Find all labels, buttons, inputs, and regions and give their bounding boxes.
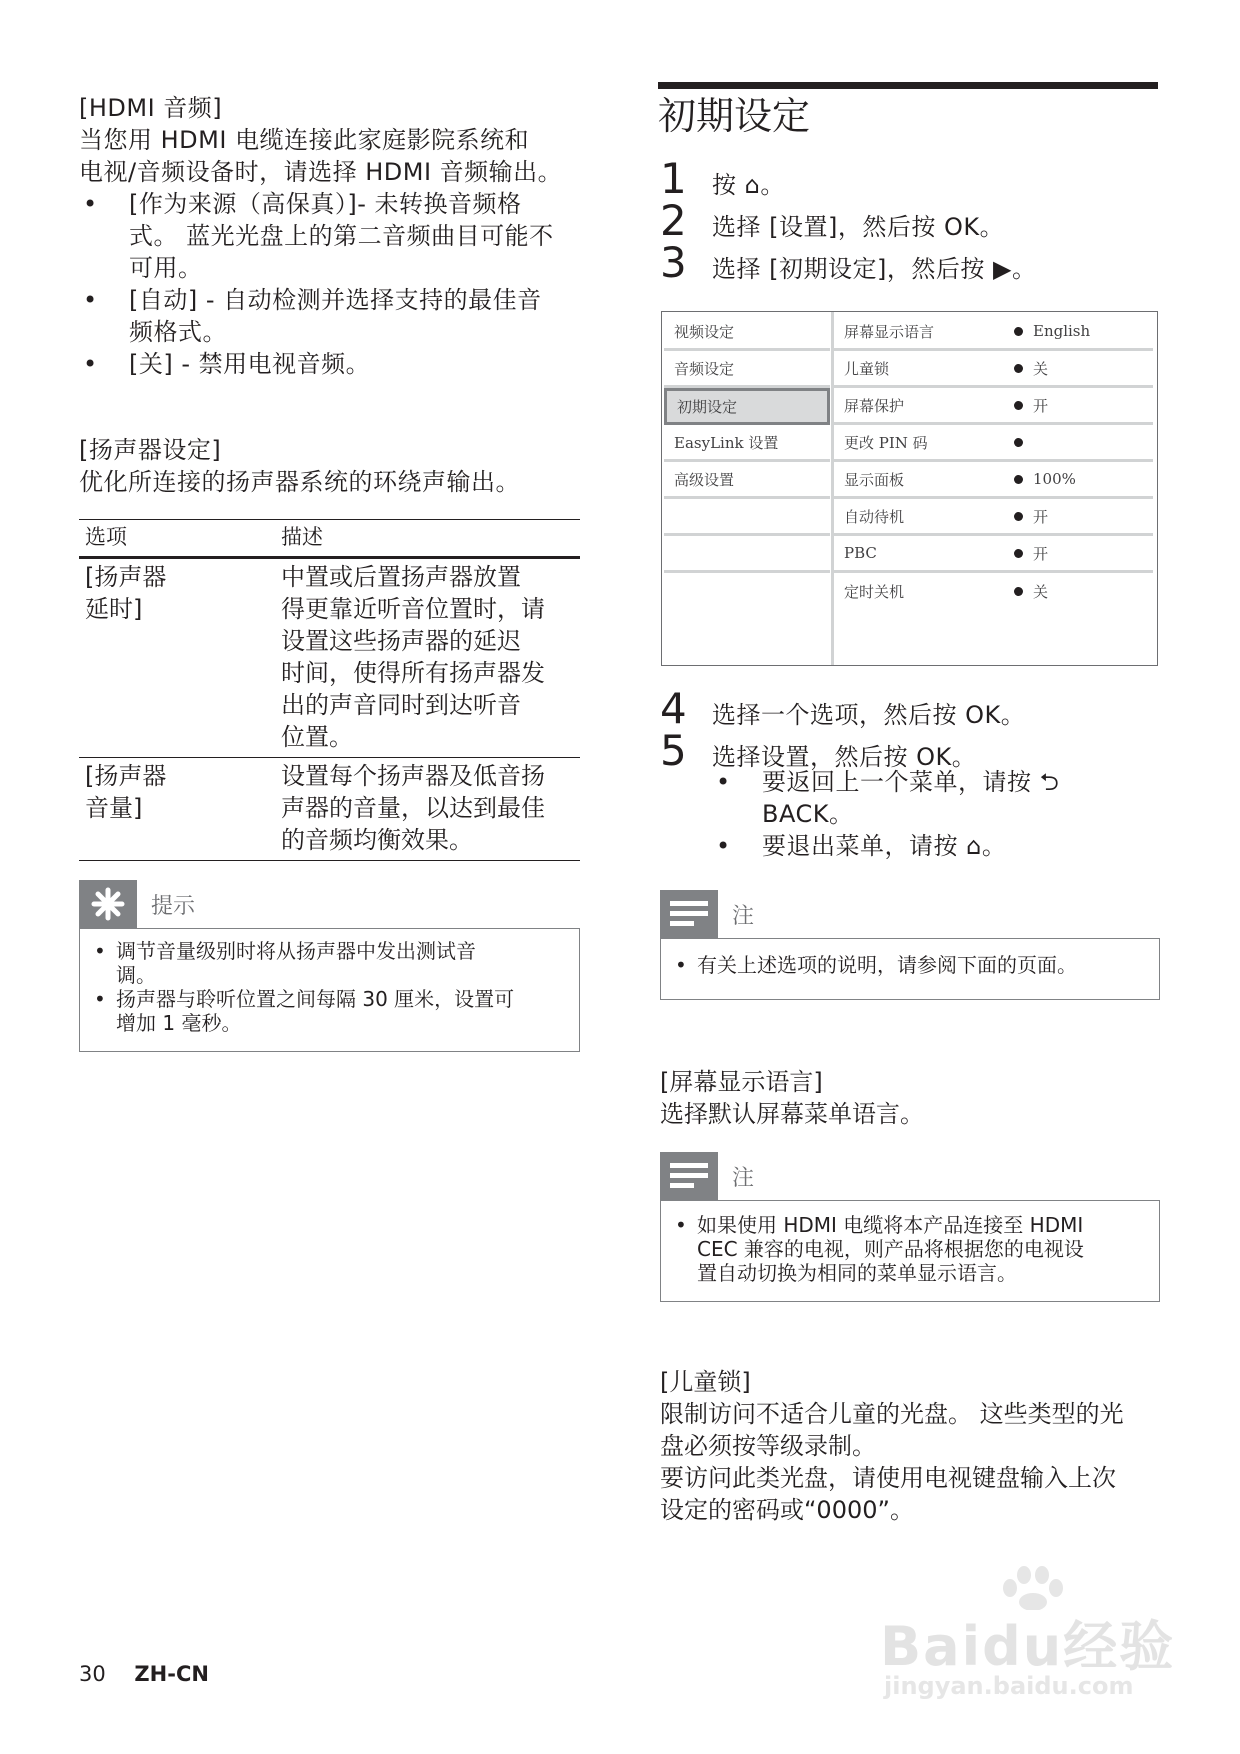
menu-option-row: 儿童锁 关 <box>834 351 1153 388</box>
note-content <box>660 938 1160 1000</box>
bullet-dot-icon <box>1014 364 1023 373</box>
speaker-desc: 优化所连接的扬声器系统的环绕声输出。 <box>79 468 520 496</box>
list-item: • 如果使用 HDMI 电缆将本产品连接至 HDMI CEC 兼容的电视，则产品将根据您的电视设 置自动切换为相同的菜单显示语言。 <box>675 1213 1145 1285</box>
column-header-option: 选项 <box>85 525 127 549</box>
menu-option-row: 屏幕保护 开 <box>834 388 1153 425</box>
menu-item-advanced: 高级设置 <box>664 462 830 499</box>
menu-option-row: 屏幕显示语言 English <box>834 314 1153 351</box>
menu-option-row: 更改 PIN 码 <box>834 425 1153 462</box>
list-item: • [作为来源（高保真）]- 未转换音频格 式。 蓝光光盘上的第二音频曲目可能不 可用。 <box>79 188 579 284</box>
hdmi-audio-desc-1: 当您用 HDMI 电缆连接此家庭影院系统和 <box>79 126 530 154</box>
osd-language-title: [屏幕显示语言] <box>660 1068 823 1096</box>
list-item: • [关] - 禁用电视音频。 <box>79 348 579 380</box>
menu-item-easylink: EasyLink 设置 <box>664 425 830 462</box>
note-label: 注 <box>732 903 755 929</box>
child-lock-title: [儿童锁] <box>660 1368 751 1396</box>
list-item: • 要返回上一个菜单，请按 ⮌ BACK。 <box>712 766 1152 830</box>
step-1: 1 按 ⌂。 <box>660 154 785 203</box>
menu-option-row: PBC 开 <box>834 536 1153 573</box>
hdmi-audio-desc-2: 电视/音频设备时，请选择 HDMI 音频输出。 <box>79 158 563 186</box>
hdmi-audio-section <box>79 92 579 380</box>
page-title: 初期设定 <box>658 94 811 138</box>
menu-item-preference: 初期设定 <box>664 388 830 425</box>
menu-item-audio: 音频设定 <box>664 351 830 388</box>
step-5: 5 选择设置，然后按 OK。 <box>660 726 977 775</box>
page-footer <box>79 1662 209 1686</box>
tip-asterisk-icon <box>79 880 137 928</box>
baidu-watermark: Baidu经验 jingyan.baidu.com <box>880 1566 1180 1716</box>
bullet-dot-icon <box>1014 549 1023 558</box>
bullet-dot-icon <box>1014 587 1023 596</box>
list-item: • 扬声器与聆听位置之间每隔 30 厘米，设置可 增加 1 毫秒。 <box>94 987 565 1035</box>
menu-options <box>834 314 1153 610</box>
steps-list <box>660 154 1160 287</box>
note-label: 注 <box>732 1165 755 1191</box>
bullet-dot-icon <box>1014 401 1023 410</box>
bullet-dot-icon <box>1014 327 1023 336</box>
table-row: [扬声器 音量] 设置每个扬声器及低音扬 声器的音量，以达到最佳 的音频均衡效果。 <box>79 757 580 860</box>
list-item: • 要退出菜单，请按 ⌂。 <box>712 830 1152 862</box>
child-lock-section: [儿童锁] 限制访问不适合儿童的光盘。 这些类型的光 盘必须按等级录制。 要访问此类光盘，请使用电视键盘输入上次 设定的密码或“0000”。 <box>660 1366 1180 1526</box>
step-3: 3 选择 [初期设定]，然后按 ▶。 <box>660 238 1037 287</box>
settings-menu-screenshot <box>661 311 1158 666</box>
menu-categories <box>664 314 830 610</box>
list-item: • [自动] - 自动检测并选择支持的最佳音 频格式。 <box>79 284 579 348</box>
note-lines-icon <box>660 1152 718 1200</box>
list-item: • 有关上述选项的说明，请参阅下面的页面。 <box>675 953 1145 977</box>
note-content <box>660 1200 1160 1302</box>
note-box-1 <box>660 890 1160 1000</box>
table-row: [扬声器 延时] 中置或后置扬声器放置 得更靠近听音位置时，请 设置这些扬声器的延迟 时间，使得所有扬声器发 出的声音同时到达听音 位置。 <box>85 563 545 751</box>
table-header <box>79 520 580 559</box>
tip-box <box>79 880 580 1052</box>
bullet-dot-icon <box>1014 475 1023 484</box>
speaker-title: [扬声器设定] <box>79 436 222 464</box>
osd-language-section <box>660 1066 1160 1130</box>
note-box-2 <box>660 1152 1160 1302</box>
hdmi-audio-title: [HDMI 音频] <box>79 94 223 122</box>
heading-rule <box>658 82 1158 89</box>
tip-label: 提示 <box>151 893 196 919</box>
language-code: ZH-CN <box>134 1662 209 1686</box>
speaker-section <box>79 434 579 498</box>
bullet-dot-icon <box>1014 438 1023 447</box>
osd-language-desc: 选择默认屏幕菜单语言。 <box>660 1100 924 1128</box>
bullet-dot-icon <box>1014 512 1023 521</box>
step-4: 4 选择一个选项，然后按 OK。 <box>660 684 1026 733</box>
step-2: 2 选择 [设置]，然后按 OK。 <box>660 196 1005 245</box>
column-header-description: 描述 <box>281 525 323 549</box>
menu-option-row: 自动待机 开 <box>834 499 1153 536</box>
menu-option-row: 定时关机 关 <box>844 583 1049 601</box>
menu-item-video: 视频设定 <box>664 314 830 351</box>
step-5-sub-bullets <box>712 766 1152 862</box>
note-lines-icon <box>660 890 718 938</box>
steps-list-2 <box>660 684 1160 775</box>
list-item: • 调节音量级别时将从扬声器中发出测试音 调。 <box>94 939 565 987</box>
tip-content <box>79 928 580 1052</box>
menu-option-row: 显示面板 100% <box>834 462 1153 499</box>
hdmi-audio-options <box>79 188 579 380</box>
speaker-table <box>79 519 580 861</box>
page-number: 30 <box>79 1662 106 1686</box>
